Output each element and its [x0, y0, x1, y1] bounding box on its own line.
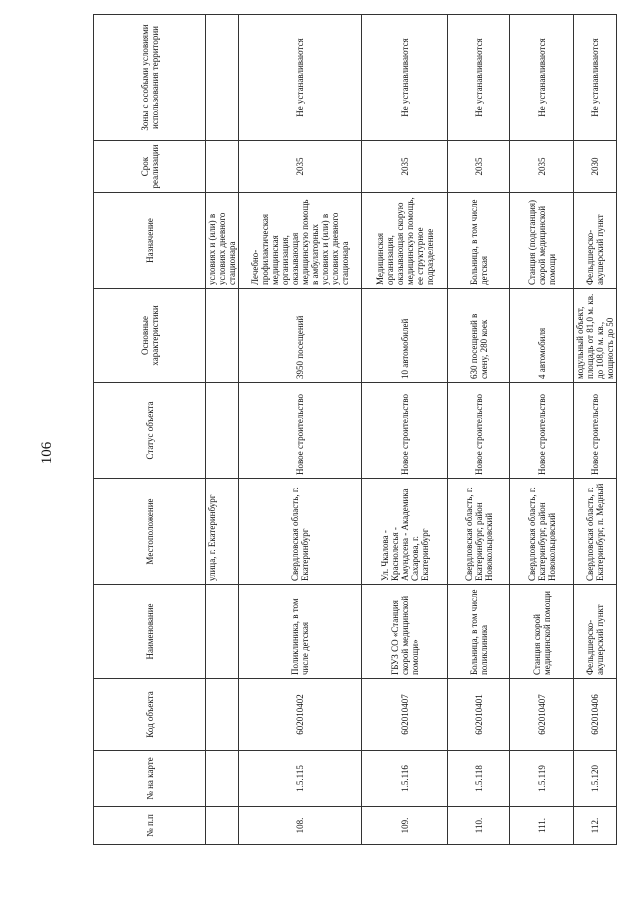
cell-empty: [206, 807, 239, 845]
cell-code: 602010407: [510, 679, 574, 751]
cell-status: Новое строительство: [574, 383, 617, 479]
cell-location: Ул. Чкалова - Краснолесья - Амундсена - Академика Сахарова, г. Екатеринбург: [362, 479, 448, 585]
cell-num: 108.: [239, 807, 362, 845]
cell-location: Свердловская область, г. Екатеринбург, район Новокольцовский: [510, 479, 574, 585]
cell-name: ГБУЗ СО «Станция скорой медицинской помощи»: [362, 585, 448, 679]
cell-map: 1.5.120: [574, 751, 617, 807]
header-name: Наименование: [94, 585, 206, 679]
table-frame: [93, 15, 615, 845]
cell-empty: [206, 751, 239, 807]
header-zones: Зоны с особыми условиями использования территории: [94, 15, 206, 141]
cell-map: 1.5.115: [239, 751, 362, 807]
cell-num: 112.: [574, 807, 617, 845]
cell-empty: [206, 383, 239, 479]
cell-code: 602010407: [362, 679, 448, 751]
cell-status: Новое строительство: [510, 383, 574, 479]
cell-name: Больница, в том числе поликлиника: [448, 585, 510, 679]
cell-code: 602010406: [574, 679, 617, 751]
cell-name: Поликлиника, в том числе детская: [239, 585, 362, 679]
cell-characteristics: модульный объект, площадь от 81,0 м. кв. до 108,0 м. кв., мощность до 50: [574, 289, 617, 383]
cell-status: Новое строительство: [362, 383, 448, 479]
cell-purpose: Медицинская организация, оказывающая скорую медицинскую помощь, ее структурное подразделение: [362, 193, 448, 289]
cell-purpose: Станция (подстанция) скорой медицинской помощи: [510, 193, 574, 289]
cell-purpose: Больница, в том числе детская: [448, 193, 510, 289]
header-purpose: Назначение: [94, 193, 206, 289]
cell-name: Станция скорой медицинской помощи: [510, 585, 574, 679]
cell-num: 111.: [510, 807, 574, 845]
cell-empty: [206, 289, 239, 383]
table-row: [239, 15, 362, 845]
header-code: Код объекта: [94, 679, 206, 751]
cell-code: 602010401: [448, 679, 510, 751]
cell-zones: Не устанавливаются: [239, 15, 362, 141]
cell-location: Свердловская область, г. Екатеринбург, район Новокольцовский: [448, 479, 510, 585]
cell-empty: [206, 679, 239, 751]
rotated-page: [93, 15, 615, 845]
table-row: [448, 15, 510, 845]
table-row: [362, 15, 448, 845]
header-location: Местоположение: [94, 479, 206, 585]
cell-location: Свердловская область, г. Екатеринбург: [239, 479, 362, 585]
header-num: № п.п: [94, 807, 206, 845]
cell-purpose: Фельдшерско-акушерский пункт: [574, 193, 617, 289]
cell-characteristics: 630 посещений в смену, 280 коек: [448, 289, 510, 383]
cell-empty: [206, 141, 239, 193]
cell-purpose: условиях и (или) в условиях дневного стационара: [206, 193, 239, 289]
continuation-row: [206, 15, 239, 845]
objects-table: [93, 14, 617, 845]
cell-map: 1.5.116: [362, 751, 448, 807]
cell-zones: Не устанавливаются: [448, 15, 510, 141]
header-map: № на карте: [94, 751, 206, 807]
cell-zones: Не устанавливаются: [362, 15, 448, 141]
cell-zones: Не устанавливаются: [574, 15, 617, 141]
cell-deadline: 2035: [510, 141, 574, 193]
cell-empty: [206, 585, 239, 679]
cell-code: 602010402: [239, 679, 362, 751]
cell-deadline: 2035: [448, 141, 510, 193]
header-characteristics: Основные характеристики: [94, 289, 206, 383]
cell-num: 109.: [362, 807, 448, 845]
cell-zones: Не устанавливаются: [510, 15, 574, 141]
cell-characteristics: 10 автомобилей: [362, 289, 448, 383]
header-deadline: Срок реализации: [94, 141, 206, 193]
cell-deadline: 2035: [362, 141, 448, 193]
cell-characteristics: 3950 посещений: [239, 289, 362, 383]
header-status: Статус объекта: [94, 383, 206, 479]
cell-map: 1.5.118: [448, 751, 510, 807]
cell-deadline: 2030: [574, 141, 617, 193]
cell-status: Новое строительство: [448, 383, 510, 479]
cell-status: Новое строительство: [239, 383, 362, 479]
cell-location: Свердловская область, г. Екатеринбург, п. Медный: [574, 479, 617, 585]
cell-name: Фельдшерско-акушерский пункт: [574, 585, 617, 679]
cell-location: улица, г. Екатеринбург: [206, 479, 239, 585]
cell-num: 110.: [448, 807, 510, 845]
header-row: [94, 15, 206, 845]
cell-characteristics: 4 автомобиля: [510, 289, 574, 383]
table-row: [574, 15, 617, 845]
table-row: [510, 15, 574, 845]
page-number: 106: [39, 441, 55, 465]
cell-map: 1.5.119: [510, 751, 574, 807]
cell-purpose: Лечебно-профилактическая медицинская организация, оказывающая медицинскую помощь в амбулаторных условиях и (или) в условиях дневного стационара: [239, 193, 362, 289]
cell-deadline: 2035: [239, 141, 362, 193]
cell-empty: [206, 15, 239, 141]
